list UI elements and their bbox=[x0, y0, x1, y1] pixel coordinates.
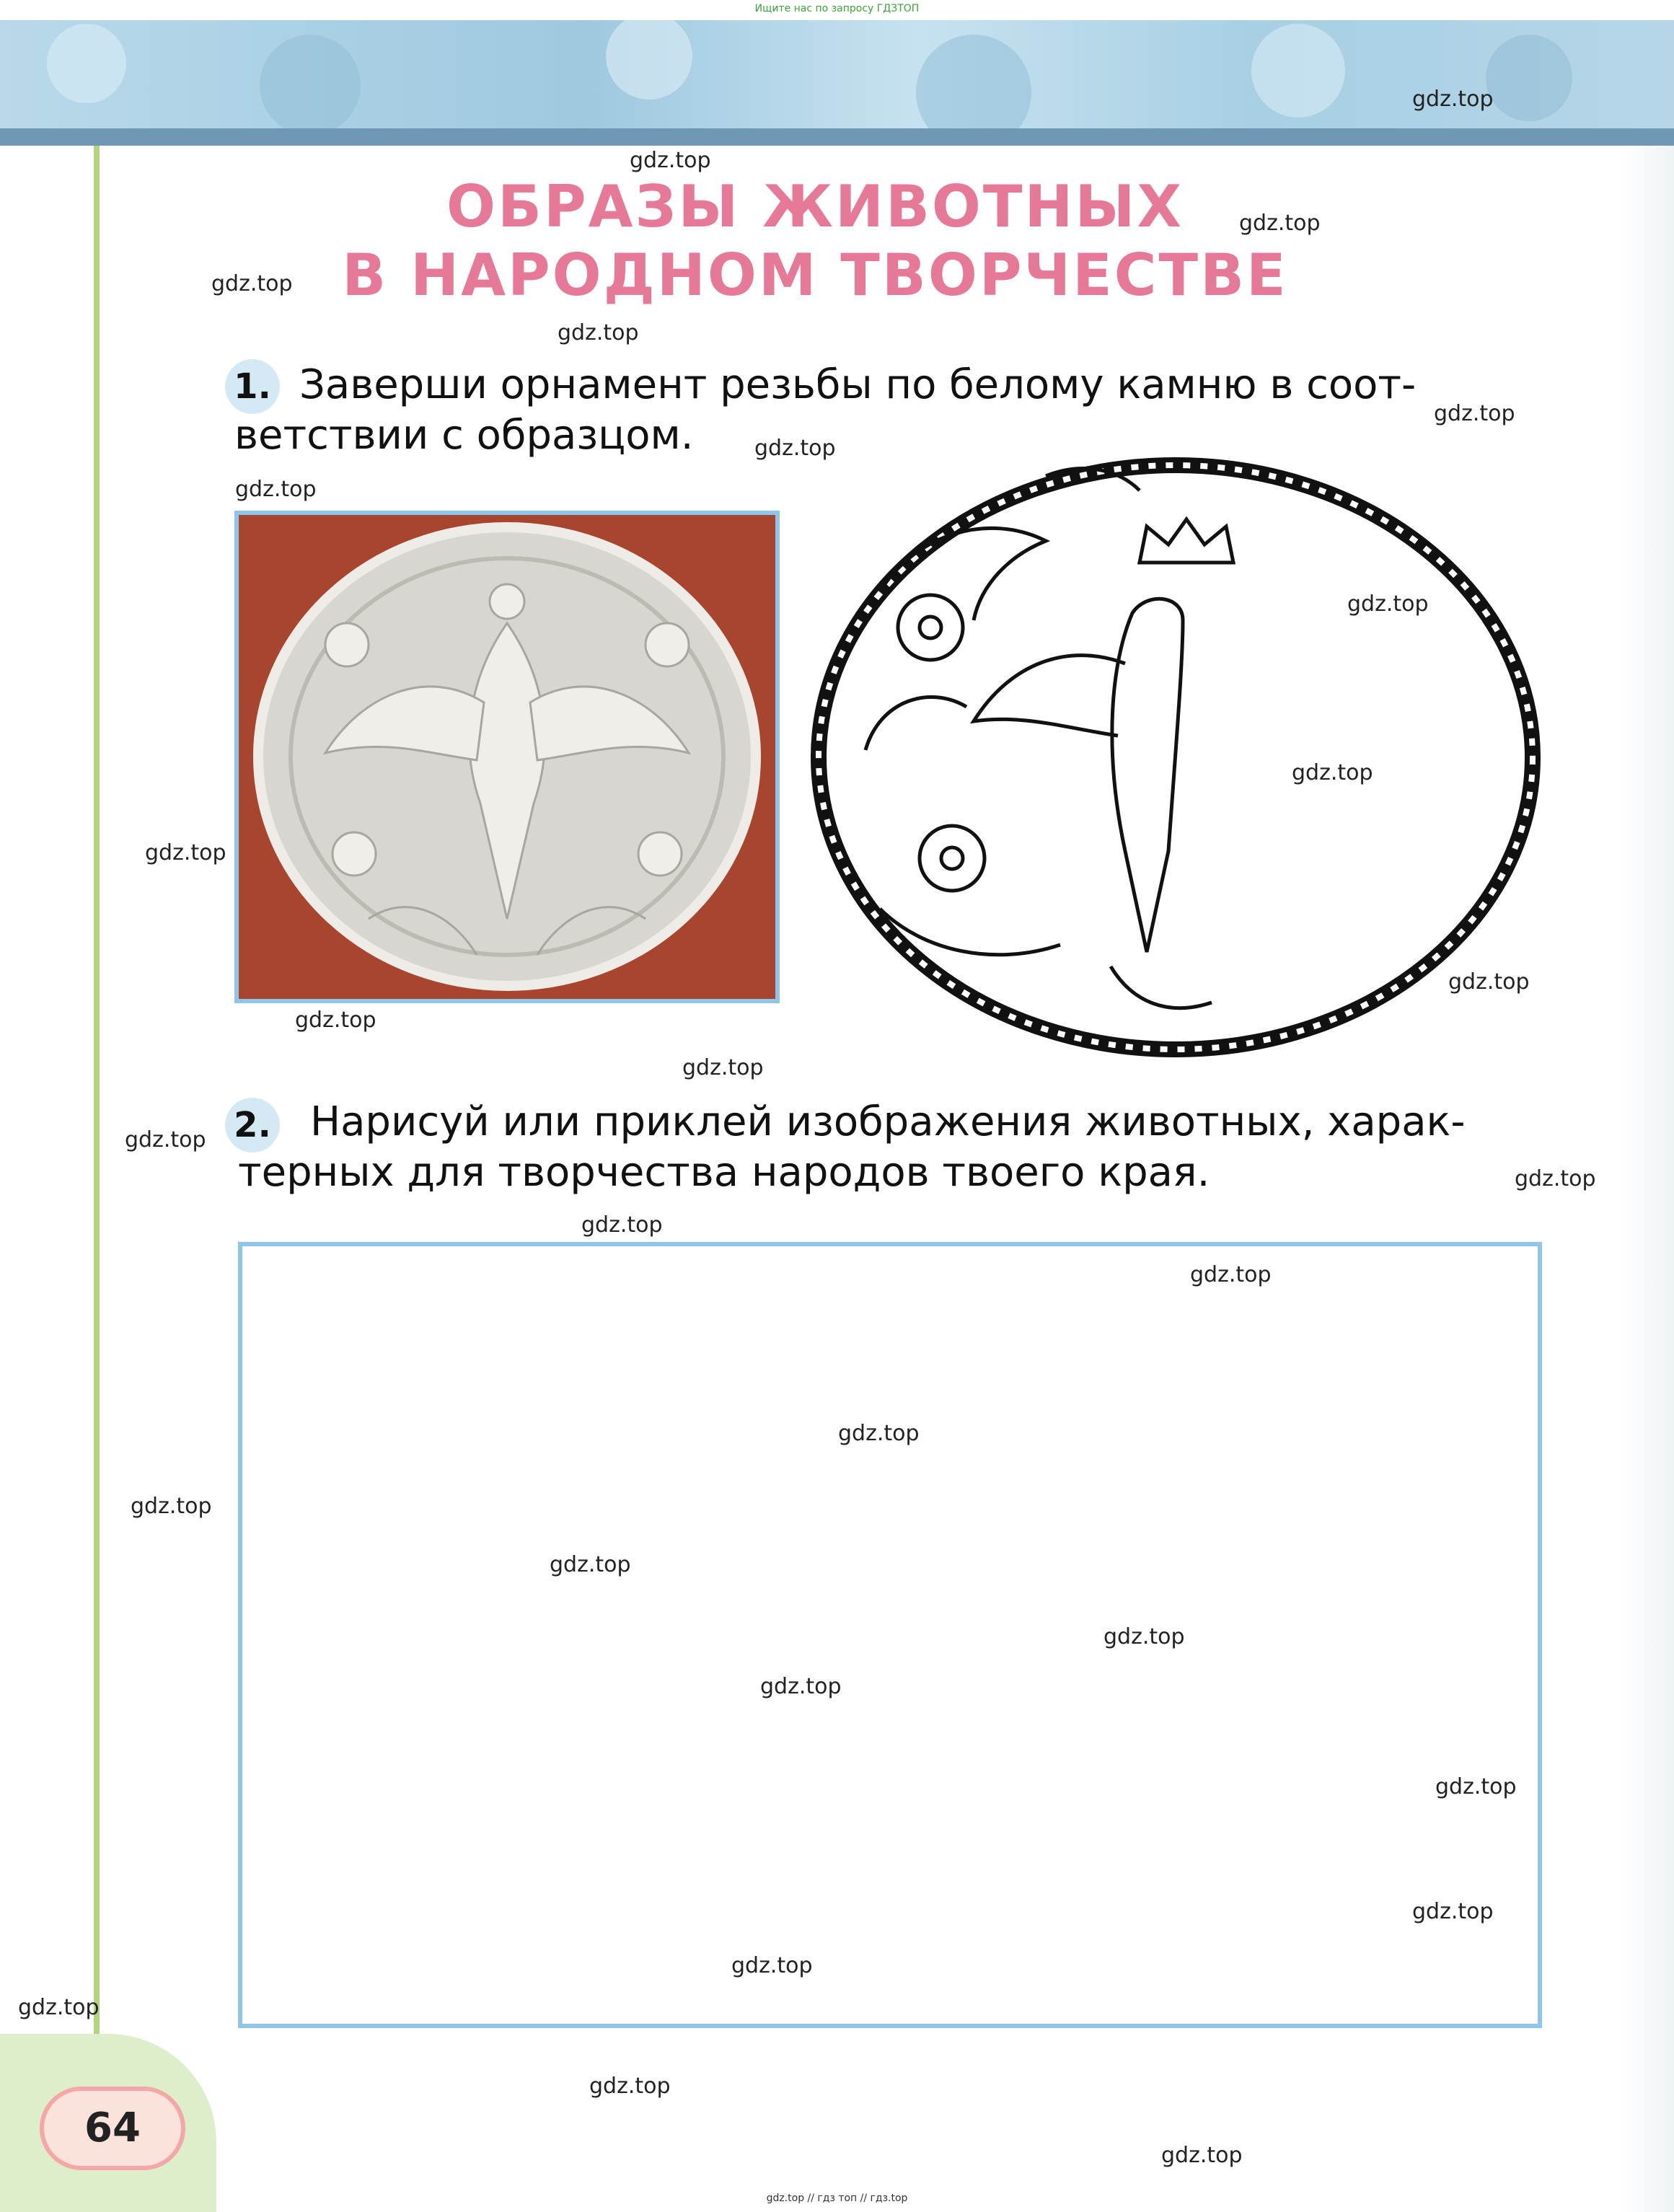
watermark: gdz.top bbox=[1515, 1166, 1596, 1191]
watermark: gdz.top bbox=[295, 1008, 376, 1033]
watermark: gdz.top bbox=[1435, 1774, 1517, 1799]
watermark: gdz.top bbox=[1103, 1624, 1185, 1649]
watermark: gdz.top bbox=[131, 1494, 212, 1519]
watermark: gdz.top bbox=[1412, 87, 1494, 112]
task1-text-line2: ветствии с образцом. bbox=[234, 412, 694, 459]
eagle-ornament-image bbox=[808, 447, 1543, 1060]
task1-text-line1: Заверши орнамент резьбы по белому камню в соот- bbox=[299, 361, 1417, 408]
watermark: gdz.top bbox=[754, 436, 836, 461]
watermark: gdz.top bbox=[125, 1127, 206, 1153]
watermark: gdz.top bbox=[211, 271, 293, 296]
watermark: gdz.top bbox=[558, 320, 639, 345]
watermark: gdz.top bbox=[235, 477, 317, 502]
watermark: gdz.top bbox=[682, 1055, 764, 1080]
watermark: gdz.top bbox=[581, 1212, 663, 1238]
drawing-area[interactable] bbox=[238, 1242, 1542, 2028]
watermark: gdz.top bbox=[18, 1995, 100, 2020]
ornament-drawing bbox=[808, 447, 1543, 1060]
watermark: gdz.top bbox=[1412, 1899, 1494, 1924]
page-title-line1: ОБРАЗЫ ЖИВОТНЫХ bbox=[446, 173, 1184, 240]
watermark: gdz.top bbox=[1434, 401, 1515, 426]
watermark: gdz.top bbox=[1448, 969, 1530, 995]
task1-number: 1. bbox=[225, 359, 280, 414]
watermark: gdz.top bbox=[1190, 1262, 1272, 1287]
watermark: gdz.top bbox=[145, 840, 226, 865]
watermark: gdz.top bbox=[1239, 211, 1321, 236]
task2-text-line2: терных для творчества народов твоего края. bbox=[238, 1149, 1210, 1196]
banner-stripe bbox=[0, 128, 1674, 146]
page-edge bbox=[1619, 146, 1674, 2212]
task2-text-line1: Нарисуй или приклей изображения животных, харак- bbox=[310, 1098, 1466, 1145]
footer-note: gdz.top // гдз топ // гдз.top bbox=[766, 2193, 908, 2204]
carving-photo bbox=[234, 511, 780, 1003]
header-banner bbox=[0, 20, 1674, 128]
watermark: gdz.top bbox=[630, 148, 711, 173]
watermark: gdz.top bbox=[731, 1953, 813, 1978]
watermark: gdz.top bbox=[1161, 2143, 1243, 2168]
watermark: gdz.top bbox=[1347, 591, 1429, 617]
watermark: gdz.top bbox=[589, 2074, 671, 2099]
margin-line bbox=[94, 146, 100, 2093]
watermark: gdz.top bbox=[760, 1674, 842, 1699]
page-title-line2: В НАРОДНОМ ТВОРЧЕСТВЕ bbox=[342, 242, 1288, 309]
search-hint: Ищите нас по запросу ГДЗТОП bbox=[754, 3, 920, 14]
page-number: 64 bbox=[40, 2087, 185, 2170]
watermark: gdz.top bbox=[1292, 760, 1373, 785]
eagle-carving-image bbox=[239, 515, 775, 999]
watermark: gdz.top bbox=[550, 1552, 631, 1577]
banner-decoration bbox=[0, 20, 1674, 128]
task2-number: 2. bbox=[225, 1098, 280, 1153]
watermark: gdz.top bbox=[838, 1421, 920, 1446]
